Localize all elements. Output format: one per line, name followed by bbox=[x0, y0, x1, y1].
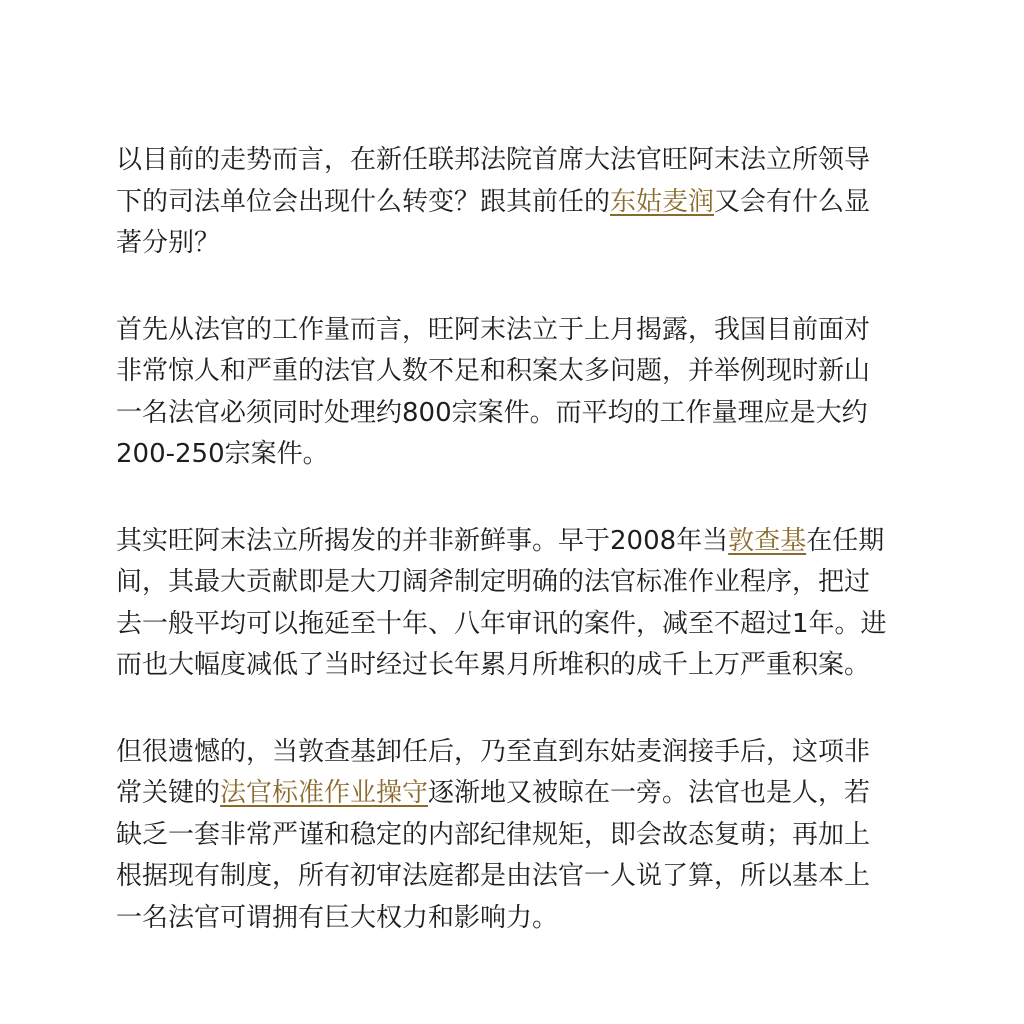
link-judge-sop[interactable]: 法官标准作业操守 bbox=[220, 778, 429, 808]
text-segment: 下的司法单位会出现什么转变？跟其前任的 bbox=[116, 186, 611, 217]
text-segment: 又会有什么显 bbox=[714, 186, 871, 217]
text-segment: 其实旺阿末法立所揭发的并非新鲜事。早于2008年当 bbox=[116, 525, 729, 556]
text-line: 首先从法官的工作量而言，旺阿末法立于上月揭露，我国目前面对 bbox=[116, 314, 871, 345]
paragraph-4 bbox=[116, 732, 916, 940]
text-line: 根据现有制度，所有初审法庭都是由法官一人说了算，所以基本上 bbox=[116, 861, 871, 891]
paragraph-2 bbox=[116, 310, 916, 476]
paragraph-1 bbox=[116, 140, 916, 265]
text-line bbox=[116, 182, 916, 224]
text-line: 200-250宗案件。 bbox=[116, 439, 329, 469]
paragraph-3 bbox=[116, 521, 916, 687]
text-line: 一名法官可谓拥有巨大权力和影响力。 bbox=[116, 902, 559, 933]
text-line: 但很遗憾的，当敦查基卸任后，乃至直到东姑麦润接手后，这项非 bbox=[116, 736, 871, 767]
text-line: 非常惊人和严重的法官人数不足和积案太多问题，并举例现时新山 bbox=[116, 356, 871, 386]
text-line: 去一般平均可以拖延至十年、八年审讯的案件，减至不超过1年。进 bbox=[116, 608, 887, 639]
text-line: 以目前的走势而言，在新任联邦法院首席大法官旺阿末法立所领导 bbox=[116, 145, 871, 175]
link-tun-zaki[interactable]: 敦查基 bbox=[728, 525, 807, 556]
link-tengku-maimun[interactable]: 东姑麦润 bbox=[610, 186, 715, 217]
text-line: 而也大幅度减低了当时经过长年累月所堆积的成千上万严重积案。 bbox=[116, 650, 871, 680]
text-line: 著分别？ bbox=[116, 228, 221, 258]
text-segment: 常关键的 bbox=[116, 778, 221, 808]
text-segment: 在任期 bbox=[806, 525, 885, 556]
text-segment: 逐渐地又被晾在一旁。法官也是人，若 bbox=[428, 778, 871, 808]
text-line bbox=[116, 773, 916, 815]
text-line: 间，其最大贡献即是大刀阔斧制定明确的法官标准作业程序，把过 bbox=[116, 567, 871, 597]
text-line bbox=[116, 521, 916, 563]
text-line: 一名法官必须同时处理约800宗案件。而平均的工作量理应是大约 bbox=[116, 397, 868, 428]
text-line: 缺乏一套非常严谨和稳定的内部纪律规矩，即会故态复萌；再加上 bbox=[116, 819, 871, 850]
article-body bbox=[116, 140, 916, 939]
